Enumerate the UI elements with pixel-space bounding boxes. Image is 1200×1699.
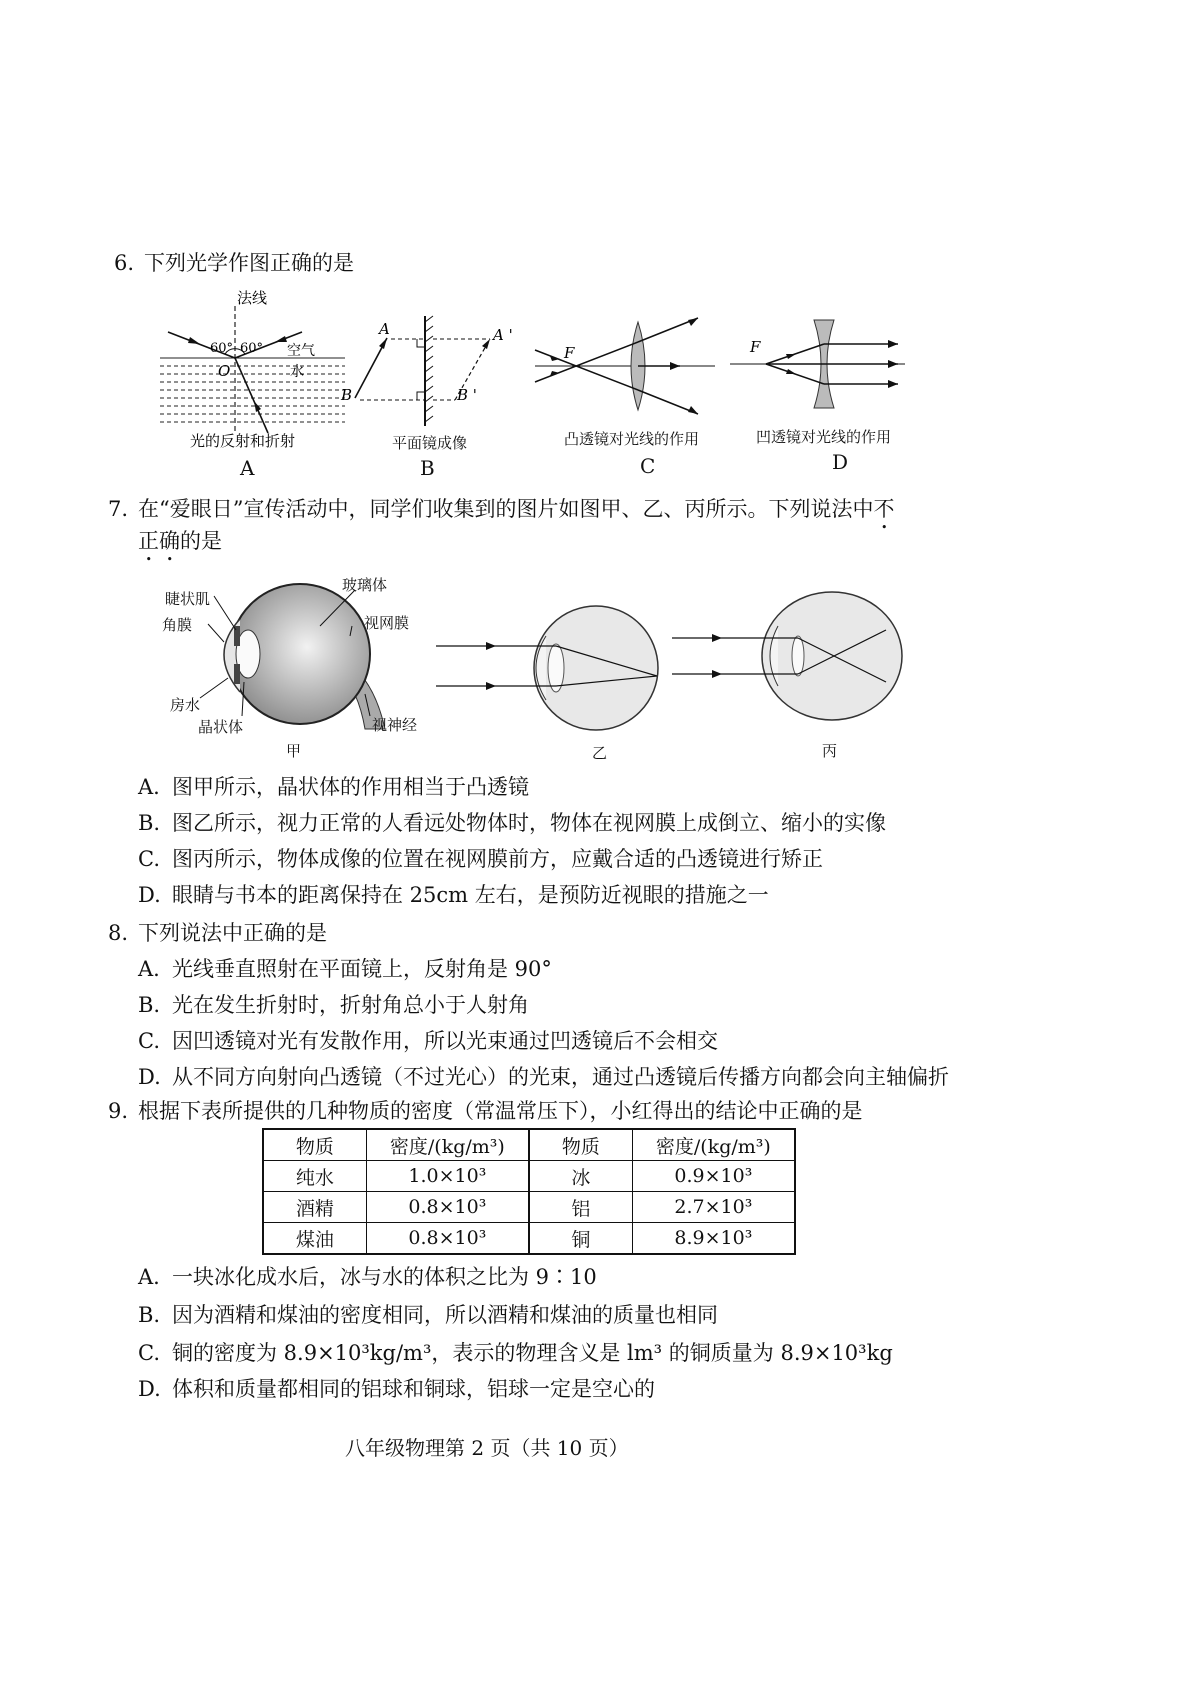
table-cell: 铝 — [529, 1192, 632, 1223]
q7-option-c-text: 图丙所示，物体成像的位置在视网膜前方，应戴合适的凸透镜进行矫正 — [172, 847, 823, 871]
q8-option-b-text: 光在发生折射时，折射角总小于人射角 — [172, 993, 529, 1017]
q8-stem — [108, 918, 327, 948]
table-row — [263, 1161, 795, 1192]
table-cell: 0.8×10³ — [366, 1192, 529, 1223]
fig-a-water: 水 — [290, 364, 304, 380]
q7-option-d-letter: D. — [138, 883, 161, 907]
q9-option-d-letter: D. — [138, 1377, 161, 1401]
fig-b-point-b2: B ' — [457, 386, 477, 404]
q6-text: 下列光学作图正确的是 — [144, 251, 354, 275]
q8-option-d-text: 从不同方向射向凸透镜（不过光心）的光束，通过凸透镜后传播方向都会向主轴偏折 — [172, 1065, 949, 1089]
q7-stem-line2 — [138, 526, 222, 566]
q6-number: 6. — [114, 251, 135, 275]
q9-option-b-letter: B. — [138, 1303, 161, 1327]
q6-stem — [114, 248, 354, 278]
fig-b-point-b: B — [341, 386, 353, 404]
q7-text2: 的是 — [180, 529, 222, 553]
q9-option-a[interactable] — [138, 1262, 597, 1292]
q7-option-b-text: 图乙所示，视力正常的人看远处物体时，物体在视网膜上成倒立、缩小的实像 — [172, 811, 886, 835]
q9-stem — [108, 1096, 863, 1126]
fig-a-caption: 光的反射和折射 — [190, 432, 296, 450]
table-cell: 2.7×10³ — [632, 1192, 795, 1223]
eye-label-retina: 视网膜 — [364, 614, 410, 632]
q7-option-d[interactable] — [138, 880, 769, 910]
density-table — [262, 1128, 796, 1255]
table-cell: 冰 — [529, 1161, 632, 1192]
eye-label-yi: 乙 — [592, 744, 608, 762]
fig-d-focus: F — [750, 338, 761, 356]
q8-option-a-text: 光线垂直照射在平面镜上，反射角是 90° — [172, 957, 552, 981]
fig-a-letter: A — [240, 456, 255, 480]
table-cell: 8.9×10³ — [632, 1223, 795, 1255]
table-cell: 0.9×10³ — [632, 1161, 795, 1192]
eye-label-ciliary: 睫状肌 — [165, 590, 211, 608]
table-cell: 纯水 — [263, 1161, 366, 1192]
q7-emph-not: 不 — [873, 497, 895, 521]
q7-option-a[interactable] — [138, 772, 529, 802]
fig-c-focus: F — [564, 344, 575, 362]
table-cell: 煤油 — [263, 1223, 366, 1255]
table-header-cell: 密度/(kg/m³) — [366, 1129, 529, 1161]
q9-text: 根据下表所提供的几种物质的密度（常温常压下），小红得出的结论中正确的是 — [138, 1099, 863, 1123]
q6-figure-a — [150, 288, 353, 458]
fig-a-angle2: 60° — [240, 341, 264, 356]
q6-figure-d — [730, 312, 910, 422]
q7-option-b[interactable] — [138, 808, 886, 838]
q9-option-c[interactable] — [138, 1338, 893, 1368]
fig-c-caption: 凸透镜对光线的作用 — [564, 430, 700, 448]
eye-label-cornea: 角膜 — [162, 616, 193, 634]
q8-option-a-letter: A. — [138, 957, 160, 981]
fig-a-point-o: O — [218, 362, 231, 380]
q8-number: 8. — [108, 921, 129, 945]
q6-figure-c — [530, 310, 720, 430]
q9-option-a-text: 一块冰化成水后，冰与水的体积之比为 9∶10 — [172, 1265, 597, 1289]
table-header-cell: 密度/(kg/m³) — [632, 1129, 795, 1161]
table-cell: 1.0×10³ — [366, 1161, 529, 1192]
q8-text: 下列说法中正确的是 — [138, 921, 327, 945]
q8-option-d[interactable] — [138, 1062, 949, 1092]
q9-option-c-letter: C. — [138, 1341, 160, 1365]
q9-option-d[interactable] — [138, 1374, 655, 1404]
q7-number: 7. — [108, 497, 129, 521]
q8-option-c[interactable] — [138, 1026, 718, 1056]
fig-a-air: 空气 — [287, 343, 315, 359]
page-footer: 八年级物理第 2 页（共 10 页） — [345, 1436, 629, 1460]
q8-option-d-letter: D. — [138, 1065, 161, 1089]
q8-option-c-text: 因凹透镜对光有发散作用，所以光束通过凹透镜后不会相交 — [172, 1029, 718, 1053]
eye-label-bing: 丙 — [822, 742, 838, 760]
q9-option-a-letter: A. — [138, 1265, 160, 1289]
q7-option-a-letter: A. — [138, 775, 160, 799]
q7-option-c[interactable] — [138, 844, 823, 874]
fig-c-letter: C — [640, 454, 656, 478]
table-header-cell: 物质 — [263, 1129, 366, 1161]
q7-text1: 在“爱眼日”宣传活动中，同学们收集到的图片如图甲、乙、丙所示。下列说法中 — [138, 497, 874, 521]
q7-option-d-text: 眼睛与书本的距离保持在 25cm 左右，是预防近视眼的措施之一 — [172, 883, 769, 907]
fig-a-angle1: 60° — [210, 341, 234, 356]
q6-figure-b — [341, 308, 515, 448]
fig-b-letter: B — [420, 456, 435, 480]
table-cell: 铜 — [529, 1223, 632, 1255]
eye-label-optic-nerve: 视神经 — [372, 716, 418, 734]
q9-option-c-text: 铜的密度为 8.9×10³kg/m³，表示的物理含义是 lm³ 的铜质量为 8.9×10³kg — [172, 1341, 893, 1365]
eye-label-lens: 晶状体 — [198, 718, 244, 736]
table-header-cell: 物质 — [529, 1129, 632, 1161]
fig-d-letter: D — [832, 450, 849, 474]
fig-b-point-a: A — [379, 320, 390, 338]
fig-d-caption: 凹透镜对光线的作用 — [756, 428, 892, 446]
eye-normal-figure — [436, 596, 656, 746]
table-cell: 酒精 — [263, 1192, 366, 1223]
q9-option-b[interactable] — [138, 1300, 718, 1330]
table-cell: 0.8×10³ — [366, 1223, 529, 1255]
q7-option-a-text: 图甲所示，晶状体的作用相当于凸透镜 — [172, 775, 529, 799]
q8-option-c-letter: C. — [138, 1029, 160, 1053]
fig-b-point-a2: A ' — [493, 326, 513, 344]
eye-label-aqueous: 房水 — [170, 696, 201, 714]
fig-a-normal-label: 法线 — [237, 289, 268, 307]
table-row — [263, 1192, 795, 1223]
q7-option-c-letter: C. — [138, 847, 160, 871]
q7-option-b-letter: B. — [138, 811, 161, 835]
eye-myopia-figure — [672, 586, 902, 736]
q9-option-d-text: 体积和质量都相同的铝球和铜球，铝球一定是空心的 — [172, 1377, 655, 1401]
fig-b-caption: 平面镜成像 — [392, 434, 468, 452]
q8-option-b[interactable] — [138, 990, 529, 1020]
q8-option-b-letter: B. — [138, 993, 161, 1017]
table-header-row — [263, 1129, 795, 1161]
q7-stem — [108, 494, 894, 534]
q9-option-b-text: 因为酒精和煤油的密度相同，所以酒精和煤油的质量也相同 — [172, 1303, 718, 1327]
eye-label-jia: 甲 — [286, 742, 302, 760]
eye-label-vitreous: 玻璃体 — [342, 576, 388, 594]
q8-option-a[interactable] — [138, 954, 552, 984]
q7-emph-correct: 正确 — [138, 529, 180, 553]
q9-number: 9. — [108, 1099, 129, 1123]
table-row — [263, 1223, 795, 1255]
